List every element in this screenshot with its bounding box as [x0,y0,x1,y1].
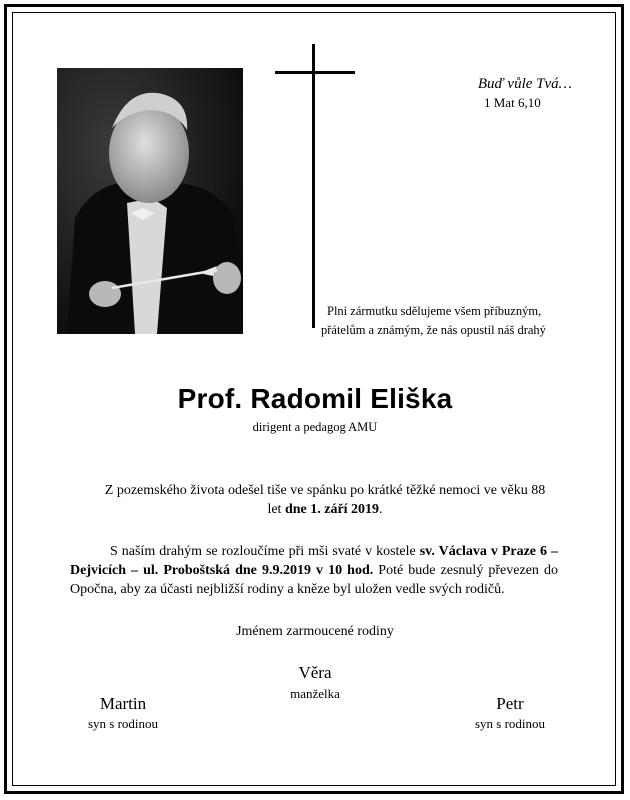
announcement [321,302,566,340]
funeral-place: sv. Václava v Praze 6 – Dejvicích – ul. Proboštská dne 9.9.2019 v 10 hod. [70,544,558,578]
signature-role-petr: syn s rodinou [474,716,546,731]
deceased-name: Prof. Radomil Eliška [177,383,453,414]
death-text: Z pozemského života odešel tiše ve spánku po krátké těžké nemoci ve věku 88 let [104,483,546,517]
family-line: Jménem zarmoucené rodiny [236,624,394,639]
signature-name-vera: Věra [298,663,332,682]
funeral-intro: S naším drahým se rozloučíme při mši svaté v kostele [110,544,420,559]
bible-reference: 1 Mat 6,10 [484,95,541,110]
funeral-paragraph [70,542,558,599]
signature-name-petr: Petr [496,694,524,713]
funeral-rest: Poté bude zesnulý převezen do Opočna, aby za účasti nejbližší rodiny a kněze byl uložen vedle svých rodičů. [70,563,558,597]
bible-quote: Buď vůle Tvá… [477,76,572,92]
portrait-photo [57,68,243,334]
announcement-line-2: přátelům a známým, že nás opustil náš drahý [321,323,546,337]
death-paragraph [100,481,550,519]
signature-role-vera: manželka [290,686,340,701]
deceased-title: dirigent a pedagog AMU [252,420,378,434]
cross-horizontal [275,71,355,74]
cross-vertical [312,44,315,328]
announcement-line-1: Plni zármutku sdělujeme všem příbuzným, [327,304,542,318]
signature-name-martin: Martin [99,694,147,713]
death-date: dne 1. září 2019 [284,502,380,517]
signature-role-martin: syn s rodinou [87,716,159,731]
death-end: . [379,502,383,517]
